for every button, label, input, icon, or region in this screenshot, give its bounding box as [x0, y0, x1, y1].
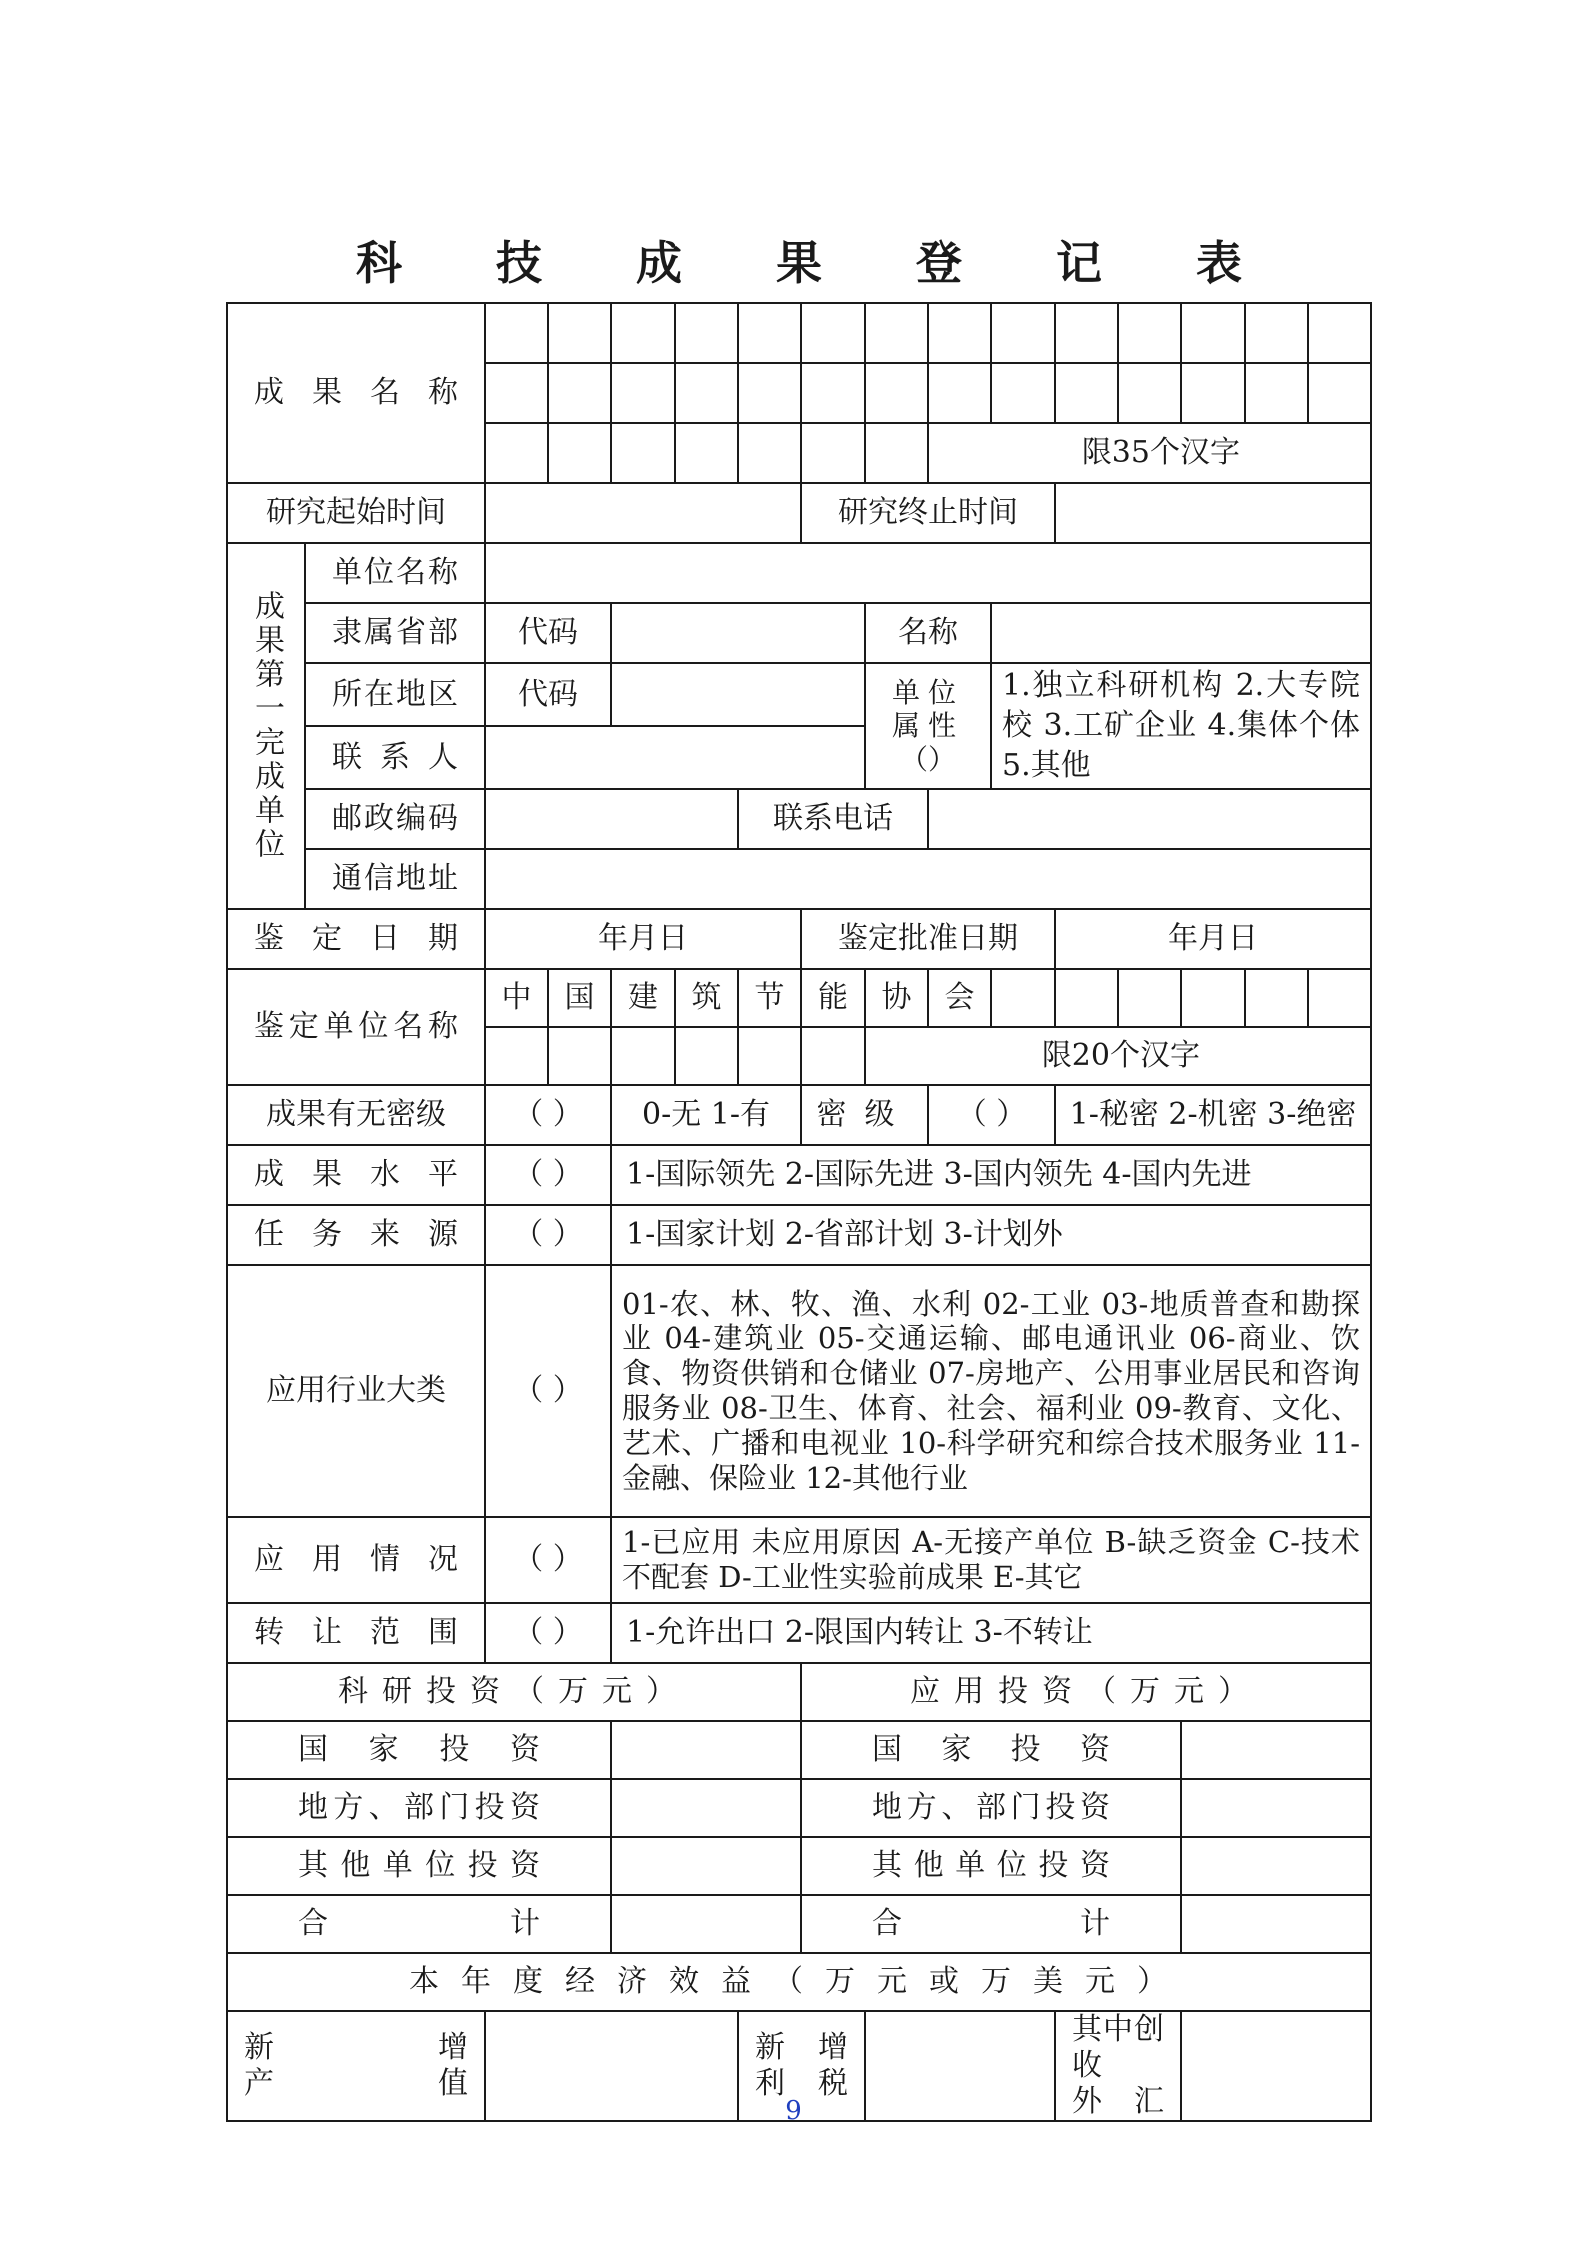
title-char: 技	[496, 236, 542, 290]
research-other-field[interactable]	[611, 1837, 801, 1895]
name-limit-hint: 限35个汉字	[928, 423, 1371, 483]
secret-label: 成果有无密级	[227, 1085, 485, 1145]
secret-choice[interactable]: （ ）	[485, 1085, 611, 1145]
name-char-box[interactable]	[485, 423, 548, 483]
new-tax-label-line: 利税	[755, 2066, 848, 2101]
name-char-box[interactable]	[1118, 303, 1181, 363]
name-char-box[interactable]	[738, 303, 801, 363]
unit-name-label: 单位名称	[305, 543, 485, 603]
end-time-field[interactable]	[1055, 483, 1371, 543]
name-char-box[interactable]	[611, 303, 675, 363]
appraisal-unit-char-box[interactable]	[1308, 969, 1371, 1027]
industry-options: 01-农、林、牧、渔、水利 02-工业 03-地质普查和勘探业 04-建筑业 05-交通运输、邮电通讯业 06-商业、饮食、物资供销和仓储业 07-房地产、公用事业居民和咨询服务业 08-卫生、体育、社会、福利业 09-教育、文化、艺术、广播和电视业 10-科学研究和综合技术服务业 11-金融、保险业 12-其他行业	[611, 1265, 1371, 1517]
transfer-choice[interactable]: （ ）	[485, 1603, 611, 1663]
level-choice[interactable]: （ ）	[485, 1145, 611, 1205]
title-char: 记	[1056, 236, 1102, 290]
name-char-box[interactable]	[1055, 363, 1118, 423]
research-total-label: 合计	[227, 1895, 611, 1953]
unit-attribute-label-line: 属性	[891, 709, 964, 743]
forex-label-line: 外汇	[1072, 2084, 1164, 2119]
page-title	[226, 222, 1372, 298]
name-char-box[interactable]	[1055, 303, 1118, 363]
name-char-box[interactable]	[738, 363, 801, 423]
appraisal-unit-char[interactable]: 筑	[675, 969, 738, 1027]
level-options: 1-国际领先 2-国际先进 3-国内领先 4-国内先进	[611, 1145, 1371, 1205]
address-field[interactable]	[485, 849, 1371, 909]
name-char-box[interactable]	[801, 303, 865, 363]
contact-label: 联系人	[305, 726, 485, 789]
name-char-box[interactable]	[675, 363, 738, 423]
appraisal-unit-char-box[interactable]	[611, 1027, 675, 1085]
name-char-box[interactable]	[865, 423, 928, 483]
name-char-box[interactable]	[1245, 363, 1308, 423]
address-label: 通信地址	[305, 849, 485, 909]
region-label: 所在地区	[305, 663, 485, 726]
name-char-box[interactable]	[611, 363, 675, 423]
postcode-label: 邮政编码	[305, 789, 485, 849]
name-char-box[interactable]	[1181, 363, 1245, 423]
appraisal-unit-char[interactable]: 中	[485, 969, 548, 1027]
transfer-label: 转让范围	[227, 1603, 485, 1663]
new-output-label-line: 产值	[244, 2066, 468, 2101]
first-unit-side-label: 成果第一完成单位	[227, 543, 305, 909]
name-char-box[interactable]	[991, 303, 1055, 363]
name-char-box[interactable]	[928, 363, 991, 423]
source-choice[interactable]: （ ）	[485, 1205, 611, 1265]
approval-date-field[interactable]: 年月日	[1055, 909, 1371, 969]
industry-choice[interactable]: （ ）	[485, 1265, 611, 1517]
application-total-field[interactable]	[1181, 1895, 1371, 1953]
name-char-box[interactable]	[611, 423, 675, 483]
name-char-box[interactable]	[1118, 363, 1181, 423]
forex-label-line: 其中创收	[1072, 2012, 1164, 2083]
appraisal-unit-char-box[interactable]	[738, 1027, 801, 1085]
application-other-label: 其他单位投资	[801, 1837, 1181, 1895]
name-char-box[interactable]	[485, 303, 548, 363]
application-national-field[interactable]	[1181, 1721, 1371, 1779]
start-time-field[interactable]	[485, 483, 801, 543]
application-other-field[interactable]	[1181, 1837, 1371, 1895]
ministry-label: 隶属省部	[305, 603, 485, 663]
title-char: 果	[776, 236, 822, 290]
name-char-box[interactable]	[865, 303, 928, 363]
application-national-label: 国家投资	[801, 1721, 1181, 1779]
appraisal-unit-char-box[interactable]	[1181, 969, 1245, 1027]
name-char-box[interactable]	[1308, 303, 1371, 363]
name-char-box[interactable]	[928, 303, 991, 363]
appraisal-unit-char-box[interactable]	[1055, 969, 1118, 1027]
research-local-field[interactable]	[611, 1779, 801, 1837]
appraisal-unit-char-box[interactable]	[1245, 969, 1308, 1027]
appraisal-unit-limit-hint: 限20个汉字	[865, 1027, 1371, 1085]
ministry-name-label: 名称	[865, 603, 991, 663]
research-other-label: 其他单位投资	[227, 1837, 611, 1895]
secret-level-choice[interactable]: （ ）	[928, 1085, 1055, 1145]
unit-attribute-paren[interactable]: （）	[899, 742, 956, 776]
name-char-box[interactable]	[738, 423, 801, 483]
title-char: 科	[356, 236, 402, 290]
research-local-label: 地方、部门投资	[227, 1779, 611, 1837]
source-options: 1-国家计划 2-省部计划 3-计划外	[611, 1205, 1371, 1265]
usage-choice[interactable]: （ ）	[485, 1517, 611, 1603]
transfer-options: 1-允许出口 2-限国内转让 3-不转让	[611, 1603, 1371, 1663]
appraisal-unit-char-box[interactable]	[991, 969, 1055, 1027]
region-code-label: 代码	[485, 663, 611, 726]
approval-date-label: 鉴定批准日期	[801, 909, 1055, 969]
name-char-box[interactable]	[548, 303, 611, 363]
appraisal-unit-label: 鉴定单位名称	[227, 969, 485, 1085]
research-total-field[interactable]	[611, 1895, 801, 1953]
name-char-box[interactable]	[801, 363, 865, 423]
name-char-box[interactable]	[801, 423, 865, 483]
appraisal-unit-char[interactable]: 建	[611, 969, 675, 1027]
region-code-field[interactable]	[611, 663, 865, 726]
name-char-box[interactable]	[548, 423, 611, 483]
secret-level-label: 密级	[801, 1085, 928, 1145]
name-char-box[interactable]	[675, 423, 738, 483]
appraisal-unit-char[interactable]: 会	[928, 969, 991, 1027]
unit-name-field[interactable]	[485, 543, 1371, 603]
appraisal-date-field[interactable]: 年月日	[485, 909, 801, 969]
name-char-box[interactable]	[485, 363, 548, 423]
new-output-label-line: 新增	[244, 2030, 468, 2065]
research-investment-header: 科研投资（万元）	[227, 1663, 801, 1721]
industry-label: 应用行业大类	[227, 1265, 485, 1517]
appraisal-unit-char[interactable]: 协	[865, 969, 928, 1027]
appraisal-unit-char[interactable]: 能	[801, 969, 865, 1027]
postcode-field[interactable]	[485, 789, 738, 849]
secret-level-options: 1-秘密 2-机密 3-绝密	[1055, 1085, 1371, 1145]
ministry-name-field[interactable]	[991, 603, 1371, 663]
name-char-box[interactable]	[1245, 303, 1308, 363]
start-time-label: 研究起始时间	[227, 483, 485, 543]
name-char-box[interactable]	[1308, 363, 1371, 423]
appraisal-unit-char-box[interactable]	[1118, 969, 1181, 1027]
economic-benefit-header: 本年度经济效益（万元或万美元）	[227, 1953, 1371, 2011]
phone-field[interactable]	[928, 789, 1371, 849]
ministry-code-label: 代码	[485, 603, 611, 663]
name-char-box[interactable]	[1181, 303, 1245, 363]
appraisal-unit-char-box[interactable]	[675, 1027, 738, 1085]
name-char-box[interactable]	[865, 363, 928, 423]
appraisal-unit-char-box[interactable]	[548, 1027, 611, 1085]
unit-attribute-options: 1.独立科研机构 2.大专院校 3.工矿企业 4.集体个体 5.其他	[991, 663, 1371, 789]
name-char-box[interactable]	[991, 363, 1055, 423]
research-national-field[interactable]	[611, 1721, 801, 1779]
contact-field[interactable]	[485, 726, 865, 789]
source-label: 任务来源	[227, 1205, 485, 1265]
appraisal-date-label: 鉴定日期	[227, 909, 485, 969]
ministry-code-field[interactable]	[611, 603, 865, 663]
usage-label: 应用情况	[227, 1517, 485, 1603]
application-total-label: 合计	[801, 1895, 1181, 1953]
appraisal-unit-char-box[interactable]	[485, 1027, 548, 1085]
title-char: 登	[916, 236, 962, 290]
phone-label: 联系电话	[738, 789, 928, 849]
unit-attribute-label-line: 单位	[891, 675, 964, 709]
application-local-label: 地方、部门投资	[801, 1779, 1181, 1837]
application-investment-header: 应用投资（万元）	[801, 1663, 1371, 1721]
title-char: 成	[636, 236, 682, 290]
unit-attribute-label	[865, 663, 991, 789]
title-char: 表	[1196, 236, 1242, 290]
application-local-field[interactable]	[1181, 1779, 1371, 1837]
secret-options: 0-无 1-有	[611, 1085, 801, 1145]
appraisal-unit-char[interactable]: 国	[548, 969, 611, 1027]
name-char-box[interactable]	[675, 303, 738, 363]
appraisal-unit-char-box[interactable]	[801, 1027, 865, 1085]
usage-options: 1-已应用 未应用原因 A-无接产单位 B-缺乏资金 C-技术不配套 D-工业性实验前成果 E-其它	[611, 1517, 1371, 1603]
registration-form-table	[226, 302, 1372, 2122]
end-time-label: 研究终止时间	[801, 483, 1055, 543]
page-number: 9	[785, 2096, 802, 2126]
name-label: 成果名称	[227, 303, 485, 483]
name-char-box[interactable]	[548, 363, 611, 423]
research-national-label: 国家投资	[227, 1721, 611, 1779]
new-tax-label-line: 新增	[755, 2030, 848, 2065]
level-label: 成果水平	[227, 1145, 485, 1205]
appraisal-unit-char[interactable]: 节	[738, 969, 801, 1027]
